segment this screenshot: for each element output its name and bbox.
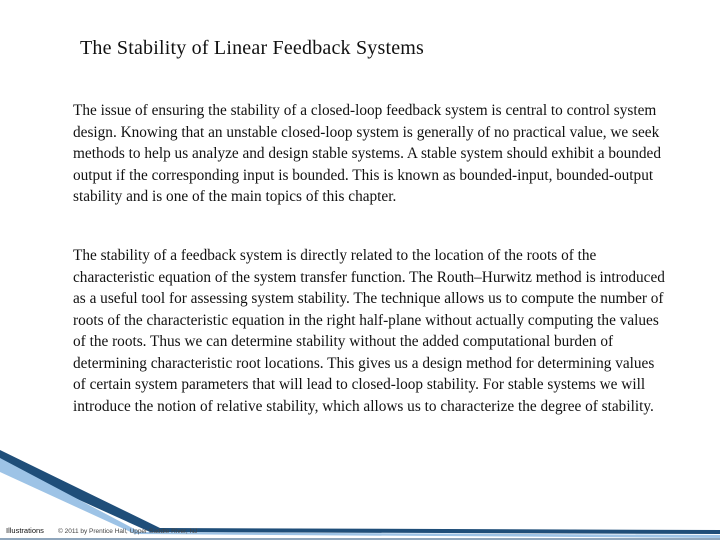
footer-decoration [0, 450, 720, 540]
footer-label: Illustrations [6, 526, 44, 535]
slide-title: The Stability of Linear Feedback Systems [80, 37, 425, 59]
footer-copyright: © 2011 by Prentice Hall, Upper Saddle River, NJ [58, 528, 198, 535]
body-paragraph-2: The stability of a feedback system is directly related to the location of the roots of the characteristic equation of the system transfer function. The Routh–Hurwitz method is introduced as a useful tool for assessing system stability. The technique allows us to compute the number of roots of the characteristic equation in the right half-plane without actually computing the values of the roots. Thus we can determine stability without the added computational burden of determining characteristic root locations. This gives us a design method for determining values of certain system parameters that will lead to closed-loop stability. For stable systems we will introduce the notion of relative stability, which allows us to characterize the degree of stability. [73, 247, 665, 415]
body-paragraph-1: The issue of ensuring the stability of a closed-loop feedback system is central to control system design. Knowing that an unstable closed-loop system is generally of no practical value, we seek methods to help us analyze and design stable systems. A stable system should exhibit a bounded output if the corresponding input is bounded. This is known as bounded-input, bounded-output stability and is one of the main topics of this chapter. [73, 102, 661, 205]
footer-swoosh-light [0, 458, 720, 538]
footer-swoosh-graphic [0, 450, 720, 540]
